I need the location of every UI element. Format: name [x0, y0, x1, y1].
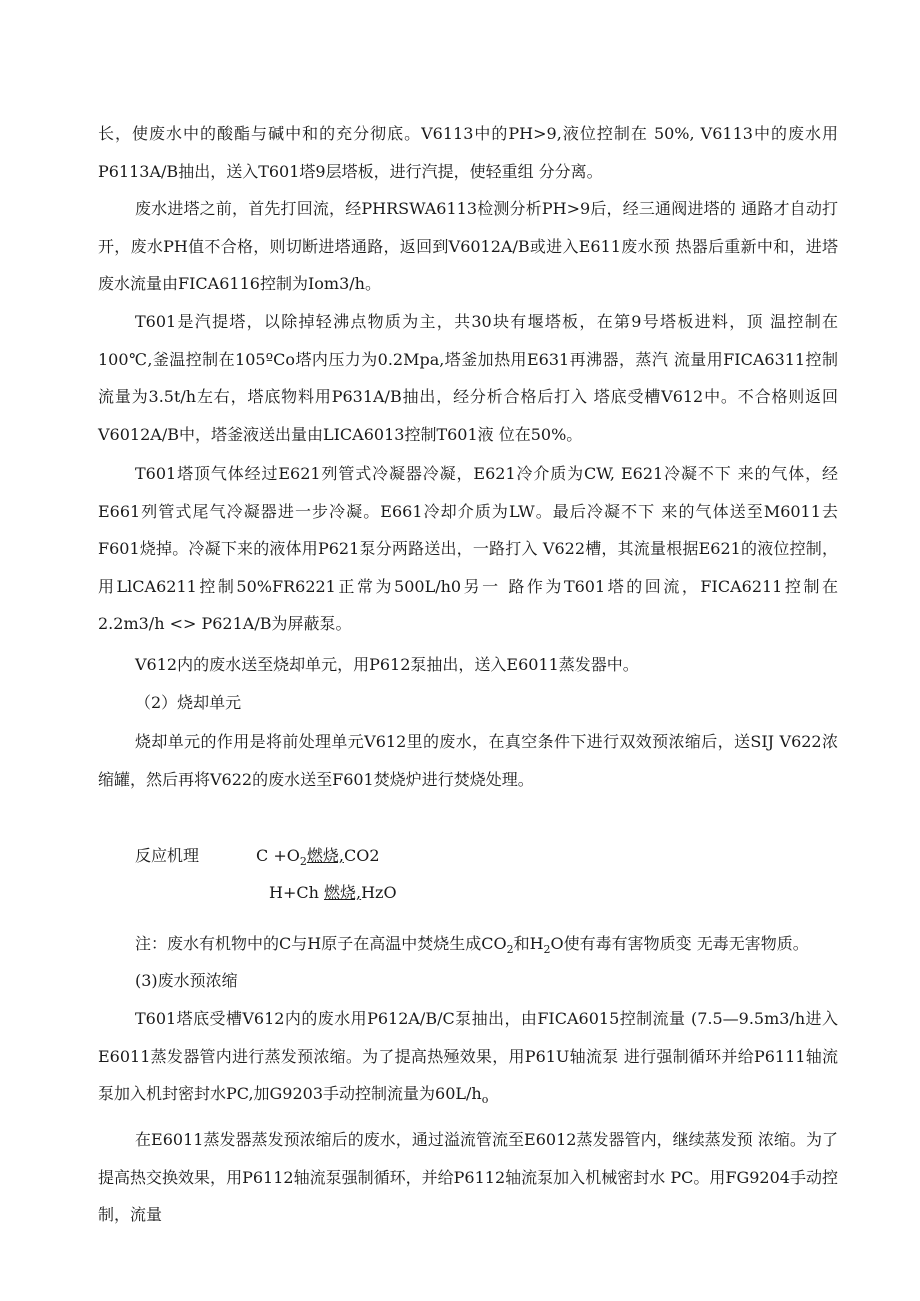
paragraph-neutralization: 长，使废水中的酸酯与碱中和的充分彻底。V6113中的PH>9,液位控制在 50%, V6113中的废水用P6113A/B抽出，送入T601塔9层塔板，进行汽提，使轻重组 分分离。	[98, 124, 838, 181]
paragraph-condenser: T601塔顶气体经过E621列管式冷凝器冷凝，E621冷介质为CW, E621冷凝不下 来的气体，经E661列管式尾气冷凝器进一步冷凝。E661冷却介质为LW。最后冷凝不下 来的气体送至M6011去F601烧掉。冷凝下来的液体用P621泵分两路送出，一路打入 V622槽，其流量根据E621的液位控制，用LlCA6211控制50%FR6221正常为500L∕h0另一 路作为T601塔的回流，FICA6211控制在2.2m3∕h <> P621A/B为屏蔽泵。	[98, 464, 838, 633]
section-heading-incineration: （2）烧却单元	[135, 693, 242, 712]
reaction-equation-carbon: $C +O_2$燃烧,CO2	[256, 846, 380, 869]
reaction-label: 反应机理	[135, 846, 200, 865]
paragraph-evaporator-feed: T601塔底受槽V612内的废水用P612A/B/C泵抽出，由FICA6015控制流量 (7.5—9.5m3∕h进入E6011蒸发器管内进行蒸发预浓缩。为了提高热殛效果，用P61U轴流泵 进行强制循环并给P6111轴流泵加入机封密封水PC,加G9203手动控制流量为$60L∕h_o$	[98, 1009, 838, 1107]
paragraph-second-evaporator: 在E6011蒸发器蒸发预浓缩后的废水，通过溢流管流至E6012蒸发器管内，继续蒸发预 浓缩。为了提高热交换效果，用P6112轴流泵强制循环，并给P6112轴流泵加入机械密封水 PC。用FG9204手动控制，流量	[98, 1130, 838, 1224]
paragraph-stripper: T601是汽提塔，以除掉轻沸点物质为主，共30块有堰塔板，在第9号塔板进料，顶 温控制在100℃,釜温控制在105ºCo塔内压力为0.2Mpa,塔釜加热用E631再沸器，蒸汽 流量用FICA6311控制流量为3.5t∕h左右，塔底物料用P631A/B抽出，经分析合格后打入 塔底受槽V612中。不合格则返回V6012A/B中，塔釜液送出量由LICA6013控制T601液 位在50%。	[98, 312, 838, 444]
reaction-equation-hydrogen: H+Ch 燃烧,HzO	[269, 883, 397, 902]
paragraph-incineration-unit: 烧却单元的作用是将前处理单元V612里的废水，在真空条件下进行双效预浓缩后，送SIJ V622浓缩罐，然后再将V622的废水送至F601焚烧炉进行焚烧处理。	[98, 732, 838, 789]
section-heading-preconcentration: (3)废水预浓缩	[135, 971, 238, 990]
paragraph-transfer: V612内的废水送至烧却单元，用P612泵抽出，送入E6011蒸发器中。	[135, 655, 639, 674]
paragraph-feed-control: 废水进塔之前，首先打回流，经PHRSWA6113检测分析PH>9后，经三通阀进塔的 通路才自动打开，废水PH值不合格，则切断进塔通路，返回到V6012A/B或进入E611废水预 热器后重新中和，进塔废水流量由FICA6116控制为Iom3/h。	[98, 199, 838, 293]
note-text: 注：废水有机物中的C与H原子在高温中焚烧生成$CO_2$和$H_2O$使有毒有害物质变 无毒无害物质。	[135, 934, 809, 957]
